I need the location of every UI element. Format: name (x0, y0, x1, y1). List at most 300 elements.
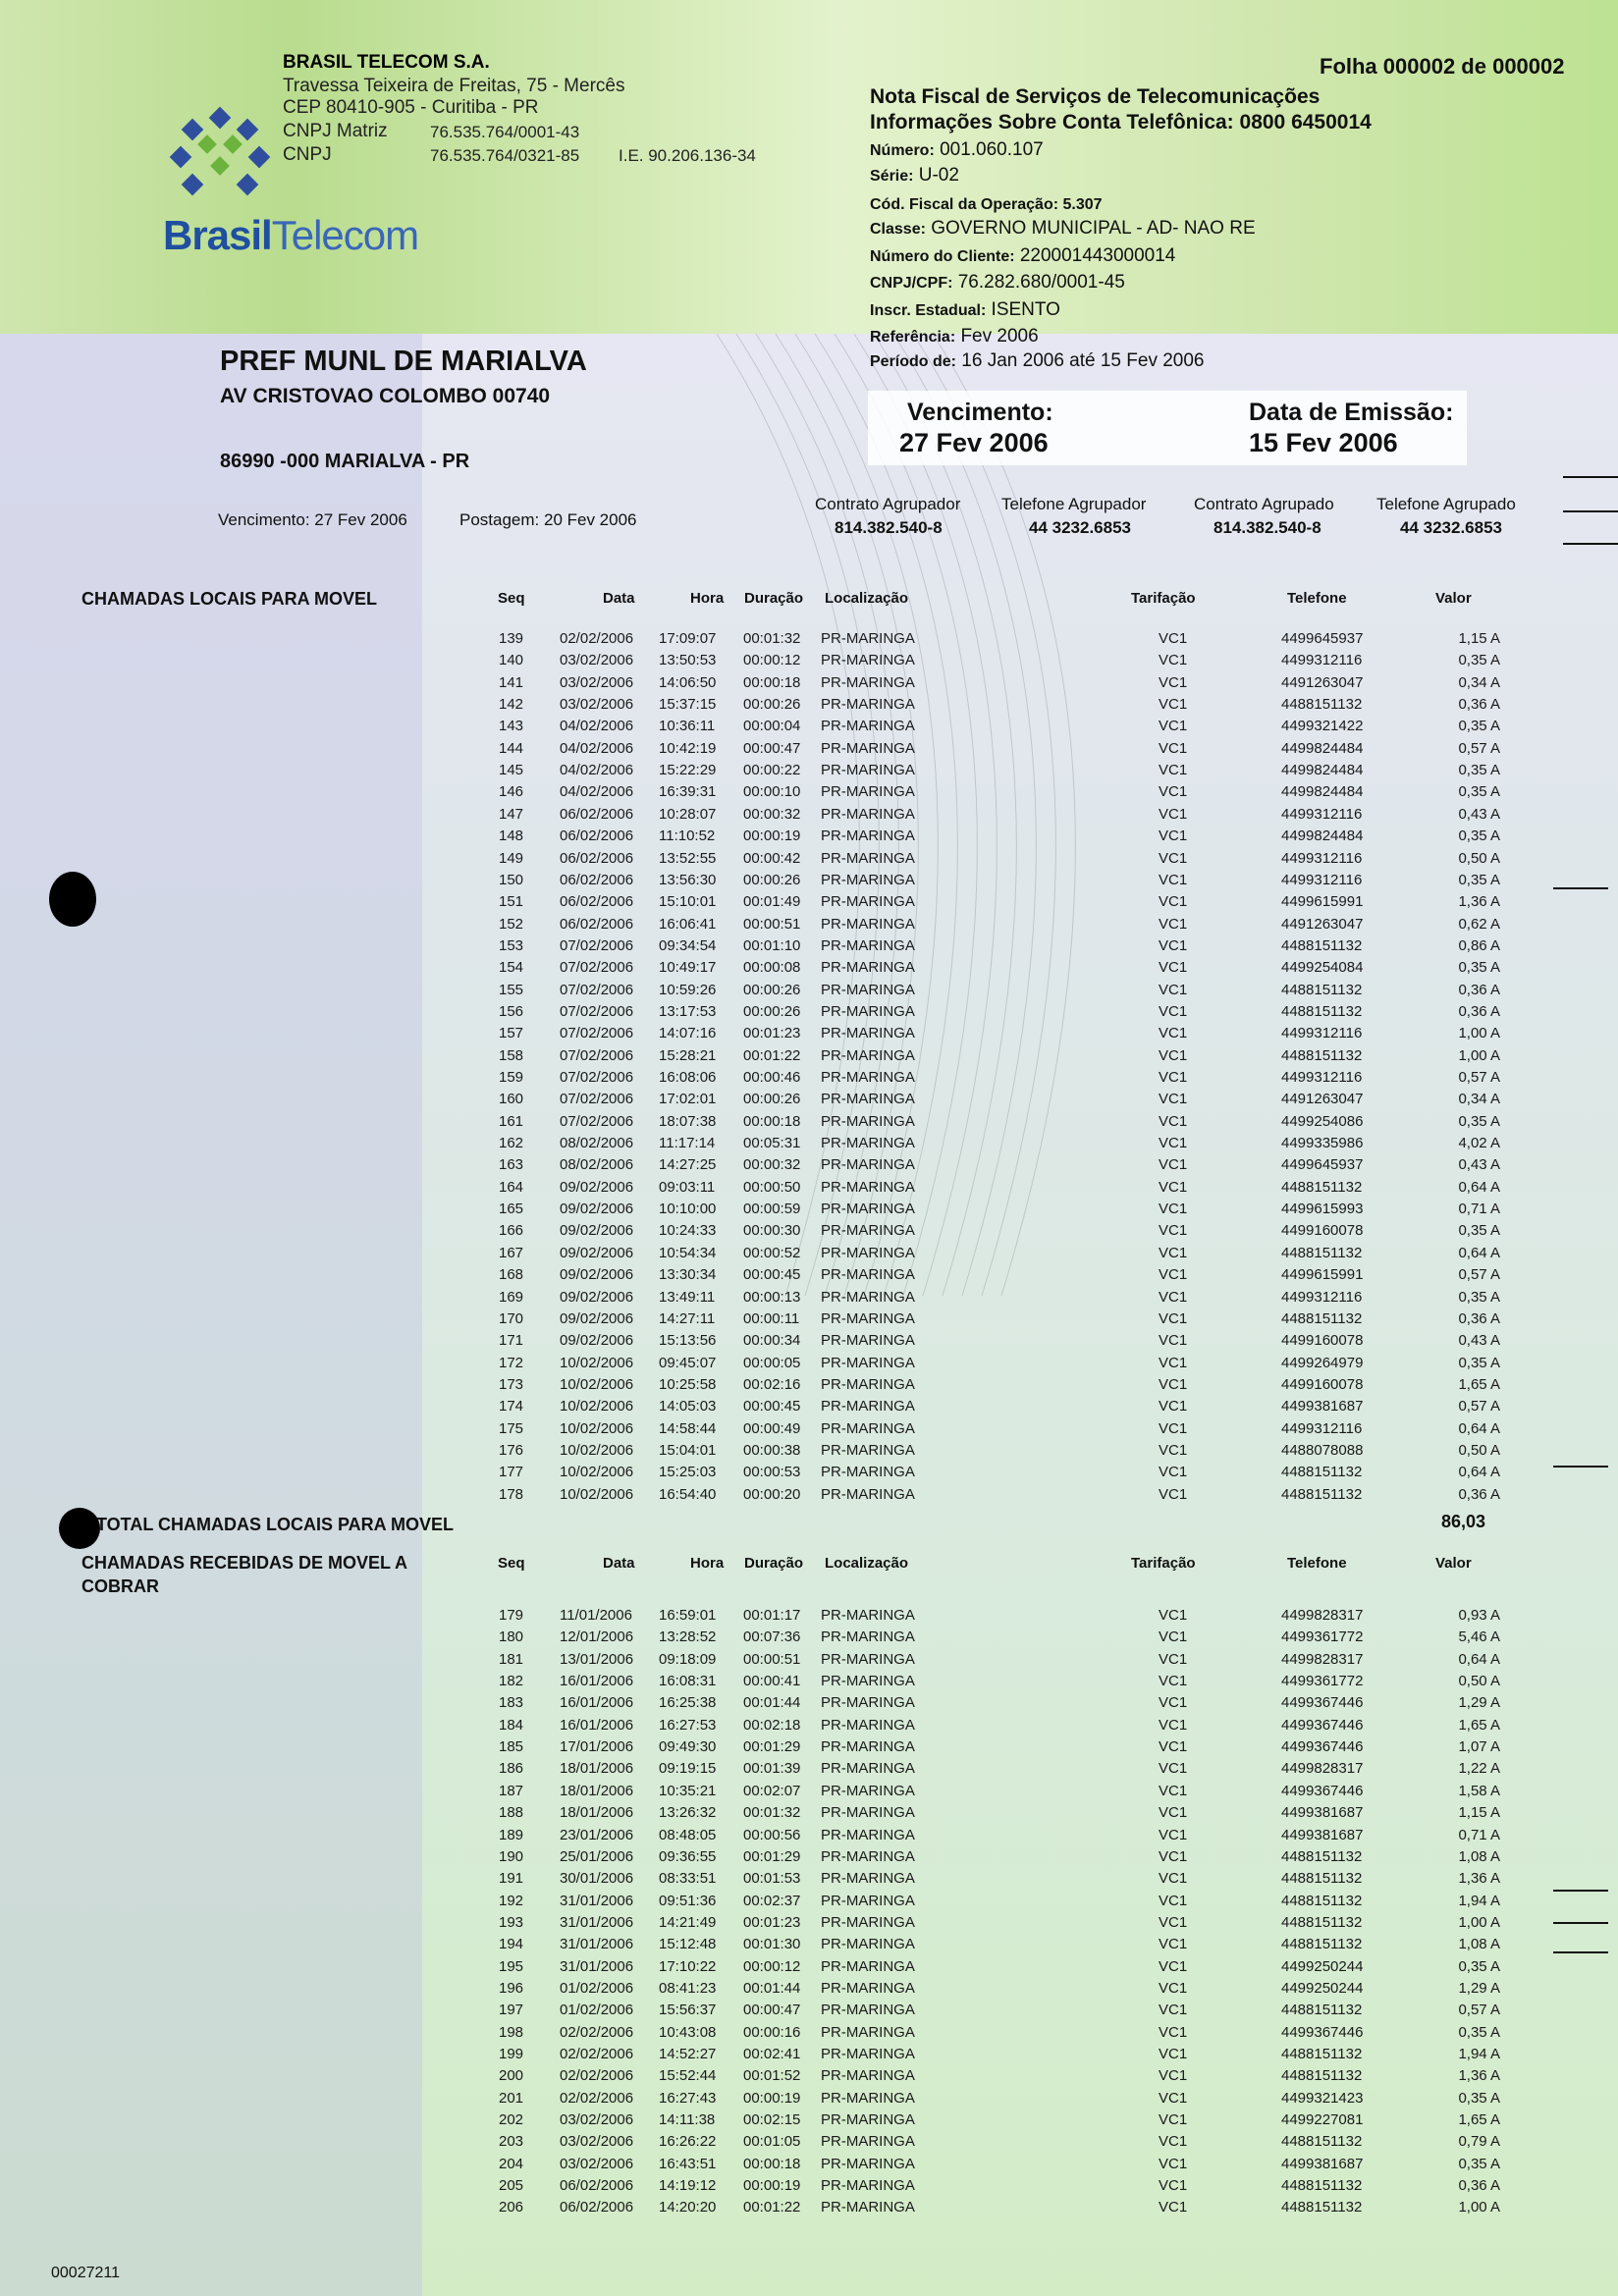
col-localizacao: PR-MARINGA (821, 762, 915, 779)
col-tarifacao: VC1 (1159, 2023, 1188, 2041)
col-data: 31/01/2006 (560, 1936, 634, 1953)
col-seq: 145 (499, 762, 524, 779)
footer-code: 00027211 (51, 2265, 120, 2281)
col-duracao: 00:00:51 (743, 1650, 801, 1668)
col-localizacao-header: Localização (825, 1555, 909, 1572)
col-hora: 09:03:11 (659, 1178, 716, 1196)
col-localizacao: PR-MARINGA (821, 915, 915, 933)
col-hora: 14:05:03 (659, 1398, 717, 1415)
table-row (0, 1047, 1618, 1069)
col-telefone: 4499367446 (1281, 2023, 1364, 2041)
col-localizacao: PR-MARINGA (821, 1069, 915, 1086)
col-localizacao: PR-MARINGA (821, 1464, 915, 1481)
col-telefone: 4499312116 (1281, 1025, 1363, 1042)
col-data: 09/02/2006 (560, 1309, 634, 1327)
col-seq: 174 (499, 1398, 524, 1415)
table-row (0, 1486, 1618, 1508)
col-telefone: 4499381687 (1281, 1826, 1364, 1843)
table-row (0, 1760, 1618, 1782)
col-duracao: 00:01:39 (743, 1760, 801, 1778)
col-localizacao: PR-MARINGA (821, 849, 915, 867)
margin-mark (1553, 1890, 1608, 1892)
col-seq: 187 (499, 1782, 524, 1799)
col-seq: 156 (499, 1002, 524, 1020)
col-hora: 09:49:30 (659, 1738, 717, 1756)
telefone-agrupado-label: Telefone Agrupado (1376, 495, 1516, 513)
col-telefone: 4488151132 (1281, 2002, 1363, 2019)
col-seq: 152 (499, 915, 524, 933)
col-hora: 10:49:17 (659, 959, 717, 977)
col-telefone: 4499615993 (1281, 1201, 1364, 1218)
referencia-line: Referência: Fev 2006 (870, 326, 1039, 347)
col-data: 04/02/2006 (560, 739, 634, 757)
col-localizacao: PR-MARINGA (821, 1694, 915, 1712)
col-seq: 168 (499, 1266, 524, 1284)
col-valor: 0,35 A (1458, 959, 1500, 977)
col-tarifacao: VC1 (1159, 893, 1188, 911)
col-hora: 17:10:22 (659, 1957, 717, 1975)
col-hora: 16:59:01 (659, 1607, 717, 1624)
col-duracao: 00:00:12 (743, 1957, 801, 1975)
table-row (0, 850, 1618, 872)
section-recebidas-title-2: COBRAR (81, 1576, 159, 1596)
margin-mark (1553, 1922, 1608, 1924)
col-telefone: 4488151132 (1281, 2133, 1363, 2151)
col-duracao: 00:01:52 (743, 2067, 801, 2085)
col-seq: 202 (499, 2111, 524, 2129)
col-localizacao: PR-MARINGA (821, 1957, 915, 1975)
table-row (0, 872, 1618, 893)
table-row (0, 1673, 1618, 1694)
table-row (0, 1738, 1618, 1760)
col-valor: 0,35 A (1458, 783, 1500, 801)
col-tarifacao: VC1 (1159, 1804, 1188, 1822)
col-duracao: 00:02:07 (743, 1782, 801, 1799)
col-seq: 144 (499, 739, 524, 757)
inscricao-estadual: I.E. 90.206.136-34 (619, 146, 756, 165)
col-localizacao: PR-MARINGA (821, 1244, 915, 1261)
col-telefone-header: Telefone (1287, 590, 1347, 607)
col-seq: 147 (499, 805, 524, 823)
section-locais-title: CHAMADAS LOCAIS PARA MOVEL (81, 589, 377, 609)
col-tarifacao: VC1 (1159, 2002, 1188, 2019)
col-telefone: 4488151132 (1281, 1178, 1363, 1196)
col-seq: 196 (499, 1979, 524, 1997)
col-seq: 157 (499, 1025, 524, 1042)
col-tarifacao: VC1 (1159, 1826, 1188, 1843)
col-duracao: 00:00:05 (743, 1354, 801, 1371)
col-valor: 0,35 A (1458, 1112, 1500, 1130)
margin-mark (1553, 887, 1608, 889)
col-telefone: 4499160078 (1281, 1222, 1364, 1240)
col-tarifacao: VC1 (1159, 981, 1188, 998)
col-hora: 09:45:07 (659, 1354, 717, 1371)
col-hora: 08:33:51 (659, 1870, 717, 1888)
col-hora: 15:22:29 (659, 762, 717, 779)
table-row (0, 2111, 1618, 2133)
col-valor: 0,35 A (1458, 828, 1500, 845)
table-row (0, 718, 1618, 739)
col-data: 04/02/2006 (560, 783, 634, 801)
col-data: 02/02/2006 (560, 2023, 634, 2041)
col-duracao: 00:01:23 (743, 1025, 801, 1042)
col-tarifacao-header: Tarifação (1131, 590, 1196, 607)
table-row (0, 1980, 1618, 2002)
col-telefone: 4488151132 (1281, 2199, 1363, 2216)
classe-line: Classe: GOVERNO MUNICIPAL - AD- NAO RE (870, 218, 1256, 239)
col-telefone: 4488151132 (1281, 696, 1363, 714)
col-seq: 161 (499, 1112, 524, 1130)
col-seq: 185 (499, 1738, 524, 1756)
col-data: 06/02/2006 (560, 893, 634, 911)
col-telefone: 4488151132 (1281, 2046, 1363, 2062)
col-hora: 13:49:11 (659, 1288, 716, 1306)
col-duracao: 00:01:29 (743, 1847, 801, 1865)
col-duracao: 00:01:10 (743, 936, 801, 954)
col-localizacao: PR-MARINGA (821, 1913, 915, 1931)
col-localizacao: PR-MARINGA (821, 1025, 915, 1042)
col-data: 06/02/2006 (560, 828, 634, 845)
col-telefone: 4499160078 (1281, 1375, 1364, 1393)
col-telefone: 4499321422 (1281, 718, 1364, 735)
table-row (0, 1355, 1618, 1376)
col-localizacao: PR-MARINGA (821, 893, 915, 911)
col-valor: 0,57 A (1458, 1398, 1500, 1415)
col-duracao: 00:07:36 (743, 1629, 801, 1646)
col-telefone: 4499824484 (1281, 783, 1364, 801)
col-tarifacao: VC1 (1159, 1046, 1188, 1064)
col-hora: 11:10:52 (659, 828, 716, 845)
col-seq: 198 (499, 2023, 524, 2041)
recipient-name: PREF MUNL DE MARIALVA (220, 346, 587, 377)
col-data: 01/02/2006 (560, 2002, 634, 2019)
col-valor: 0,50 A (1458, 1441, 1500, 1459)
col-data-header: Data (603, 590, 635, 607)
table-row (0, 1266, 1618, 1288)
col-valor: 1,58 A (1458, 1782, 1500, 1799)
table-row (0, 2156, 1618, 2177)
col-localizacao: PR-MARINGA (821, 1738, 915, 1756)
table-row (0, 2067, 1618, 2089)
col-duracao: 00:00:56 (743, 1826, 801, 1843)
col-data: 02/02/2006 (560, 630, 634, 647)
col-hora-header: Hora (690, 1555, 725, 1572)
col-localizacao: PR-MARINGA (821, 1135, 915, 1152)
table-row (0, 1376, 1618, 1398)
col-localizacao-header: Localização (825, 590, 909, 607)
table-row (0, 2177, 1618, 2199)
col-duracao: 00:00:26 (743, 696, 801, 714)
col-tarifacao: VC1 (1159, 915, 1188, 933)
col-data: 25/01/2006 (560, 1847, 634, 1865)
table-row (0, 2024, 1618, 2046)
col-telefone: 4488151132 (1281, 1002, 1363, 1020)
col-duracao: 00:00:42 (743, 849, 801, 867)
col-tarifacao: VC1 (1159, 1156, 1188, 1174)
col-seq: 160 (499, 1091, 524, 1108)
col-valor-header: Valor (1435, 1555, 1472, 1572)
col-hora: 14:11:38 (659, 2111, 716, 2129)
col-valor: 0,43 A (1458, 805, 1500, 823)
col-tarifacao: VC1 (1159, 1112, 1188, 1130)
col-telefone: 4488151132 (1281, 2067, 1363, 2085)
col-localizacao: PR-MARINGA (821, 696, 915, 714)
col-duracao: 00:00:49 (743, 1419, 801, 1437)
col-hora: 16:43:51 (659, 2155, 717, 2172)
col-tarifacao: VC1 (1159, 1025, 1188, 1042)
col-telefone: 4499254086 (1281, 1112, 1364, 1130)
table-row (0, 1870, 1618, 1892)
table-row (0, 1069, 1618, 1091)
col-tarifacao: VC1 (1159, 1332, 1188, 1350)
col-localizacao: PR-MARINGA (821, 1760, 915, 1778)
col-seq: 176 (499, 1441, 524, 1459)
col-seq: 203 (499, 2133, 524, 2151)
col-valor: 1,65 A (1458, 2111, 1500, 2129)
col-tarifacao: VC1 (1159, 2089, 1188, 2107)
col-localizacao: PR-MARINGA (821, 2089, 915, 2107)
col-duracao: 00:00:59 (743, 1201, 801, 1218)
col-seq: 183 (499, 1694, 524, 1712)
col-localizacao: PR-MARINGA (821, 739, 915, 757)
col-seq: 173 (499, 1375, 524, 1393)
col-tarifacao: VC1 (1159, 1738, 1188, 1756)
col-data: 08/02/2006 (560, 1135, 634, 1152)
table-row (0, 1091, 1618, 1112)
col-telefone: 4499824484 (1281, 828, 1364, 845)
col-valor: 0,35 A (1458, 718, 1500, 735)
col-tarifacao: VC1 (1159, 783, 1188, 801)
col-data: 09/02/2006 (560, 1332, 634, 1350)
col-seq: 172 (499, 1354, 524, 1371)
col-data: 09/02/2006 (560, 1201, 634, 1218)
col-valor: 0,36 A (1458, 1485, 1500, 1503)
col-duracao: 00:02:18 (743, 1716, 801, 1734)
col-telefone: 4499312116 (1281, 805, 1363, 823)
numero-line: Número: 001.060.107 (870, 139, 1044, 160)
table-row (0, 1222, 1618, 1244)
col-telefone: 4499361772 (1281, 1673, 1364, 1690)
col-valor: 0,71 A (1458, 1826, 1500, 1843)
col-tarifacao: VC1 (1159, 2133, 1188, 2151)
col-localizacao: PR-MARINGA (821, 2177, 915, 2195)
col-hora: 15:04:01 (659, 1441, 717, 1459)
col-telefone: 4488078088 (1281, 1441, 1364, 1459)
col-seq-header: Seq (498, 1555, 525, 1572)
table-row (0, 1442, 1618, 1464)
col-tarifacao: VC1 (1159, 739, 1188, 757)
col-valor: 1,94 A (1458, 2046, 1500, 2062)
col-localizacao: PR-MARINGA (821, 1826, 915, 1843)
col-valor: 0,43 A (1458, 1332, 1500, 1350)
margin-mark (1553, 1951, 1608, 1953)
telefone-agrupado-value: 44 3232.6853 (1400, 518, 1502, 537)
col-localizacao: PR-MARINGA (821, 630, 915, 647)
telefone-agrupador-label: Telefone Agrupador (1001, 495, 1147, 513)
col-hora: 10:59:26 (659, 981, 717, 998)
col-tarifacao: VC1 (1159, 2111, 1188, 2129)
recipient-city: 86990 -000 MARIALVA - PR (220, 451, 470, 472)
col-seq: 190 (499, 1847, 524, 1865)
col-data: 02/02/2006 (560, 2067, 634, 2085)
col-localizacao: PR-MARINGA (821, 1309, 915, 1327)
col-data: 09/02/2006 (560, 1244, 634, 1261)
col-seq: 151 (499, 893, 524, 911)
col-duracao: 00:00:10 (743, 783, 801, 801)
col-hora: 13:50:53 (659, 652, 717, 669)
col-hora: 09:19:15 (659, 1760, 717, 1778)
table-row (0, 674, 1618, 696)
contrato-agrupado-label: Contrato Agrupado (1194, 495, 1334, 513)
col-hora: 16:08:06 (659, 1069, 717, 1086)
col-valor: 0,36 A (1458, 696, 1500, 714)
col-telefone: 4488151132 (1281, 1244, 1363, 1261)
col-data: 07/02/2006 (560, 1112, 634, 1130)
col-valor: 0,35 A (1458, 652, 1500, 669)
col-tarifacao: VC1 (1159, 1979, 1188, 1997)
table-row (0, 1629, 1618, 1650)
col-valor: 0,57 A (1458, 1069, 1500, 1086)
col-duracao: 00:01:05 (743, 2133, 801, 2151)
col-seq: 162 (499, 1135, 524, 1152)
col-hora: 13:56:30 (659, 871, 717, 888)
col-telefone: 4499312116 (1281, 849, 1363, 867)
col-valor: 1,08 A (1458, 1936, 1500, 1953)
col-data: 07/02/2006 (560, 1091, 634, 1108)
col-data: 10/02/2006 (560, 1375, 634, 1393)
table-row (0, 1848, 1618, 1870)
table-row (0, 1914, 1618, 1936)
col-duracao: 00:00:04 (743, 718, 801, 735)
col-hora: 17:02:01 (659, 1091, 717, 1108)
col-data: 03/02/2006 (560, 652, 634, 669)
col-duracao: 00:00:19 (743, 2177, 801, 2195)
col-valor: 0,57 A (1458, 2002, 1500, 2019)
col-duracao: 00:00:52 (743, 1244, 801, 1261)
col-tarifacao: VC1 (1159, 1135, 1188, 1152)
col-localizacao: PR-MARINGA (821, 1178, 915, 1196)
table-row (0, 652, 1618, 673)
col-seq: 171 (499, 1332, 524, 1350)
col-tarifacao: VC1 (1159, 696, 1188, 714)
col-tarifacao: VC1 (1159, 1178, 1188, 1196)
col-data: 06/02/2006 (560, 915, 634, 933)
table-row (0, 762, 1618, 783)
col-telefone: 4499250244 (1281, 1957, 1364, 1975)
col-localizacao: PR-MARINGA (821, 1002, 915, 1020)
col-tarifacao: VC1 (1159, 1222, 1188, 1240)
col-localizacao: PR-MARINGA (821, 673, 915, 691)
col-duracao: 00:02:41 (743, 2046, 801, 2062)
table-row (0, 1113, 1618, 1135)
col-data: 06/02/2006 (560, 871, 634, 888)
col-duracao: 00:02:15 (743, 2111, 801, 2129)
col-duracao: 00:00:32 (743, 805, 801, 823)
col-duracao: 00:00:26 (743, 1091, 801, 1108)
col-valor: 0,43 A (1458, 1156, 1500, 1174)
col-duracao: 00:01:44 (743, 1694, 801, 1712)
col-hora: 08:48:05 (659, 1826, 717, 1843)
col-seq: 167 (499, 1244, 524, 1261)
col-localizacao: PR-MARINGA (821, 1288, 915, 1306)
table-row (0, 1245, 1618, 1266)
col-data: 10/02/2006 (560, 1419, 634, 1437)
col-duracao: 00:00:18 (743, 673, 801, 691)
col-data: 01/02/2006 (560, 1979, 634, 1997)
col-valor: 0,35 A (1458, 871, 1500, 888)
col-telefone: 4499312116 (1281, 1419, 1363, 1437)
col-valor: 0,64 A (1458, 1650, 1500, 1668)
col-localizacao: PR-MARINGA (821, 1156, 915, 1174)
col-localizacao: PR-MARINGA (821, 1046, 915, 1064)
col-seq: 155 (499, 981, 524, 998)
col-duracao: 00:00:26 (743, 1002, 801, 1020)
col-seq: 150 (499, 871, 524, 888)
table-row (0, 2046, 1618, 2067)
col-data: 16/01/2006 (560, 1716, 634, 1734)
col-data: 07/02/2006 (560, 959, 634, 977)
col-hora-header: Hora (690, 590, 725, 607)
col-data: 31/01/2006 (560, 1957, 634, 1975)
col-seq: 166 (499, 1222, 524, 1240)
col-valor: 0,35 A (1458, 762, 1500, 779)
col-tarifacao: VC1 (1159, 1002, 1188, 1020)
col-localizacao: PR-MARINGA (821, 2199, 915, 2216)
col-valor: 0,35 A (1458, 1288, 1500, 1306)
col-data: 10/02/2006 (560, 1354, 634, 1371)
col-telefone: 4499615991 (1281, 893, 1364, 911)
col-localizacao: PR-MARINGA (821, 2111, 915, 2129)
col-valor: 0,36 A (1458, 1309, 1500, 1327)
col-tarifacao: VC1 (1159, 1398, 1188, 1415)
col-duracao: 00:01:44 (743, 1979, 801, 1997)
col-telefone: 4499335986 (1281, 1135, 1364, 1152)
col-duracao: 00:02:37 (743, 1892, 801, 1909)
col-seq: 184 (499, 1716, 524, 1734)
col-telefone: 4499160078 (1281, 1332, 1364, 1350)
col-seq: 191 (499, 1870, 524, 1888)
col-valor: 0,34 A (1458, 673, 1500, 691)
col-localizacao: PR-MARINGA (821, 1804, 915, 1822)
col-duracao-header: Duração (744, 1555, 804, 1572)
col-seq: 154 (499, 959, 524, 977)
col-tarifacao: VC1 (1159, 2199, 1188, 2216)
col-duracao: 00:00:47 (743, 2002, 801, 2019)
col-hora: 16:25:38 (659, 1694, 717, 1712)
col-duracao: 00:00:16 (743, 2023, 801, 2041)
col-data: 03/02/2006 (560, 696, 634, 714)
col-localizacao: PR-MARINGA (821, 1419, 915, 1437)
col-hora: 15:28:21 (659, 1046, 717, 1064)
table-row (0, 1893, 1618, 1914)
col-localizacao: PR-MARINGA (821, 1936, 915, 1953)
col-localizacao: PR-MARINGA (821, 936, 915, 954)
col-telefone: 4499645937 (1281, 630, 1364, 647)
col-hora: 13:26:32 (659, 1804, 717, 1822)
col-telefone: 4499381687 (1281, 2155, 1364, 2172)
col-hora: 17:09:07 (659, 630, 717, 647)
col-data: 11/01/2006 (560, 1607, 632, 1624)
table-row (0, 1958, 1618, 1980)
col-duracao: 00:00:20 (743, 1485, 801, 1503)
col-hora: 10:28:07 (659, 805, 717, 823)
col-localizacao: PR-MARINGA (821, 828, 915, 845)
col-data: 09/02/2006 (560, 1222, 634, 1240)
col-localizacao: PR-MARINGA (821, 871, 915, 888)
col-tarifacao: VC1 (1159, 1673, 1188, 1690)
col-seq: 141 (499, 673, 524, 691)
col-valor: 1,15 A (1458, 630, 1500, 647)
